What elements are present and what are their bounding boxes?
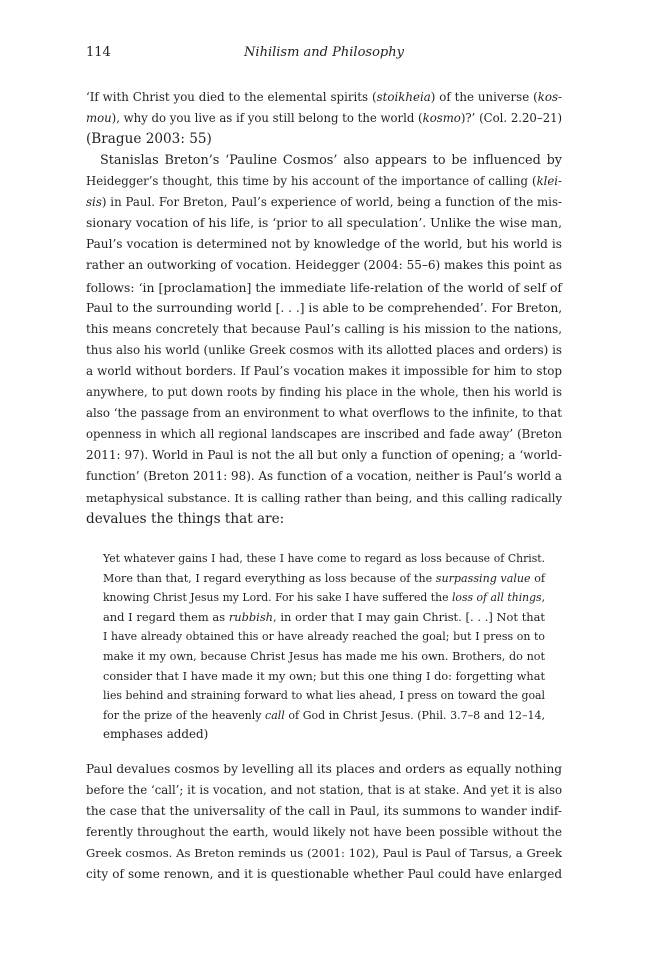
text-line: Paul’s vocation is determined not by knowledge of the world, but his world is [86, 237, 562, 252]
text-line: Greek cosmos. As Breton reminds us (2001: 102), Paul is Paul of Tarsus, a Greek [86, 846, 562, 861]
text-line: anywhere, to put down roots by finding his place in the whole, then his world is [86, 385, 562, 400]
text-line: also ‘the passage from an environment to what overflows to the infinite, to that [86, 406, 562, 421]
text-line: sionary vocation of his life, is ‘prior to all speculation’. Unlike the wise man, [86, 216, 562, 231]
text-line: Paul devalues cosmos by levelling all its places and orders as equally nothing [86, 762, 562, 776]
text-line: thus also his world (unlike Greek cosmos with its allotted places and orders) is [86, 342, 562, 357]
quote-line: knowing Christ Jesus my Lord. For his sake I have suffered the loss of all things, [103, 591, 545, 605]
quote-line: lies behind and straining forward to what lies ahead, I press on toward the goal [103, 689, 545, 703]
quote-line: Yet whatever gains I had, these I have come to regard as loss because of Christ. [103, 552, 545, 565]
text-line: metaphysical substance. It is calling rather than being, and this calling radically [86, 490, 562, 505]
quote-line: consider that I have made it my own; but this one thing I do: forgetting what [103, 669, 545, 683]
text-line: city of some renown, and it is questionable whether Paul could have enlarged [86, 867, 562, 882]
paragraph-breton-pauline-cosmos [86, 150, 562, 530]
text-line: Heidegger’s thought, this time by his account of the importance of calling (klei- [86, 174, 562, 189]
paragraph-paul-devalues-cosmos [86, 759, 562, 886]
paragraph-colossians-quote [86, 87, 562, 150]
text-line: Paul to the surrounding world [. . .] is able to be comprehended’. For Breton, [86, 300, 563, 315]
text-line: 2011: 97). World in Paul is not the all but only a function of opening; a ‘world- [86, 448, 562, 463]
quote-line: More than that, I regard everything as loss because of the surpassing value of [103, 571, 545, 585]
text-line: openness in which all regional landscapes are inscribed and fade away’ (Breton [86, 427, 562, 442]
text-line: Stanislas Breton’s ‘Pauline Cosmos’ also appears to be influenced by [100, 153, 562, 168]
text-line: this means concretely that because Paul’s calling is his mission to the nations, [86, 321, 562, 336]
text-line: before the ‘call’; it is vocation, and not station, that is at stake. And yet it is also [86, 783, 562, 798]
text-line: mou), why do you live as if you still belong to the world (kosmo)?’ (Col. 2.20–21) [86, 111, 563, 126]
text-line: sis) in Paul. For Breton, Paul’s experience of world, being a function of the mis- [86, 195, 562, 210]
page-number: 114 [86, 45, 111, 60]
quote-line: emphases added) [103, 727, 209, 742]
text-line: the case that the universality of the call in Paul, its summons to wander indif- [86, 804, 562, 819]
quote-line: and I regard them as rubbish, in order that I may gain Christ. [. . .] Not that [103, 609, 545, 624]
text-line: ‘If with Christ you died to the elemental spirits (stoikheia) of the universe (kos- [86, 90, 562, 104]
page-header [86, 45, 562, 65]
text-line: devalues the things that are: [86, 510, 285, 527]
block-quote-philippians [103, 549, 545, 745]
quote-line: make it my own, because Christ Jesus has made me his own. Brothers, do not [103, 649, 545, 663]
running-head: Nihilism and Philosophy [244, 45, 404, 60]
text-line: rather an outworking of vocation. Heidegger (2004: 55–6) makes this point as [86, 258, 562, 273]
quote-line: I have already obtained this or have already reached the goal; but I press on to [103, 630, 545, 644]
text-line: follows: ‘in [proclamation] the immediate life-relation of the world of self of [86, 279, 562, 295]
quote-line: for the prize of the heavenly call of God in Christ Jesus. (Phil. 3.7–8 and 12–14, [103, 708, 545, 722]
text-line: function’ (Breton 2011: 98). As function of a vocation, neither is Paul’s world a [86, 469, 562, 484]
text-line: a world without borders. If Paul’s vocation makes it impossible for him to stop [86, 363, 562, 378]
text-line: (Brague 2003: 55) [86, 131, 212, 148]
text-line: ferently throughout the earth, would likely not have been possible without the [86, 825, 562, 840]
